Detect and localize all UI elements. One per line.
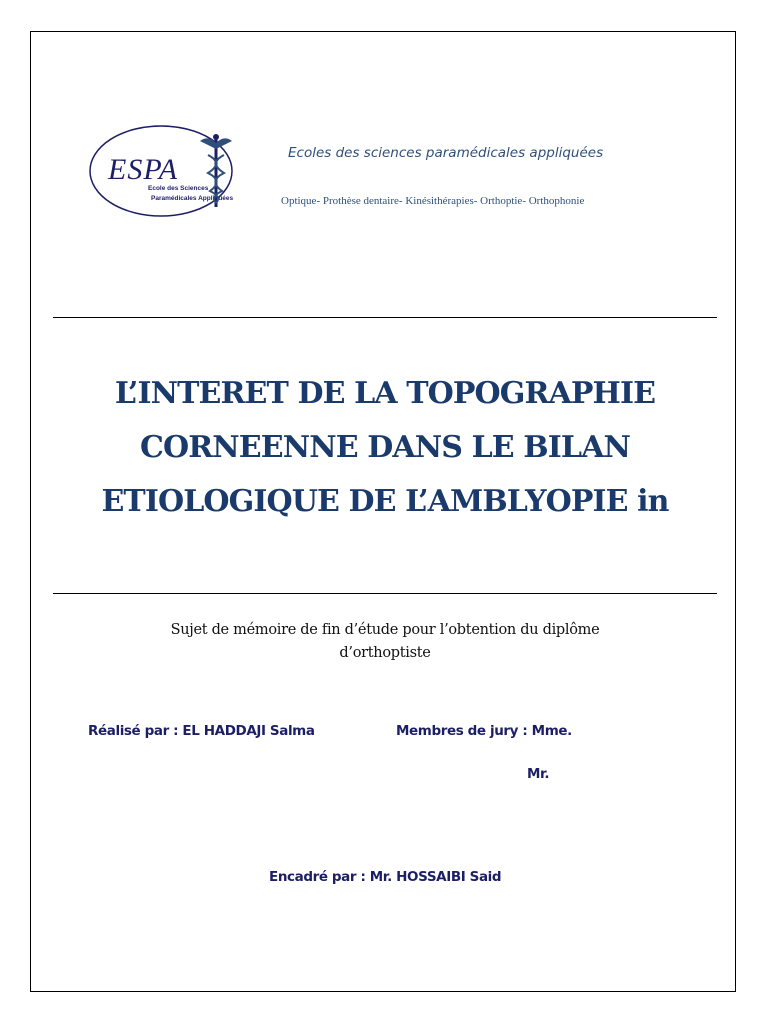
jury-members: Membres de jury : Mme. (396, 723, 572, 739)
divider-bottom (53, 593, 717, 594)
logo-school-line-2: Paramédicales Appliquées (151, 195, 234, 202)
thesis-subject (53, 619, 717, 665)
divider-top (53, 317, 717, 318)
author-credit: Réalisé par : EL HADDAJI Salma (88, 723, 315, 739)
subject-line: d’orthoptiste (339, 645, 431, 661)
logo-initials: ESPA (108, 153, 179, 186)
thesis-title-line: ETIOLOGIQUE DE L’AMBLYOPIE in (101, 484, 669, 519)
school-disciplines: Optique- Prothèse dentaire- Kinésithérapies- Orthoptie- Orthophonie (281, 195, 585, 207)
thesis-title-line: CORNEENNE DANS LE BILAN (140, 430, 630, 465)
thesis-title-line: L’INTERET DE LA TOPOGRAPHIE (114, 376, 656, 411)
subject-line: Sujet de mémoire de fin d’étude pour l’obtention du diplôme (170, 622, 600, 638)
espa-logo (88, 123, 234, 219)
jury-member-second: Mr. (527, 766, 550, 782)
supervisor-credit: Encadré par : Mr. HOSSAIBI Said (269, 869, 502, 885)
logo-school-line-1: Ecole des Sciences (148, 185, 209, 192)
school-name: Ecoles des sciences paramédicales appliquées (288, 145, 604, 161)
thesis-title (53, 367, 717, 529)
